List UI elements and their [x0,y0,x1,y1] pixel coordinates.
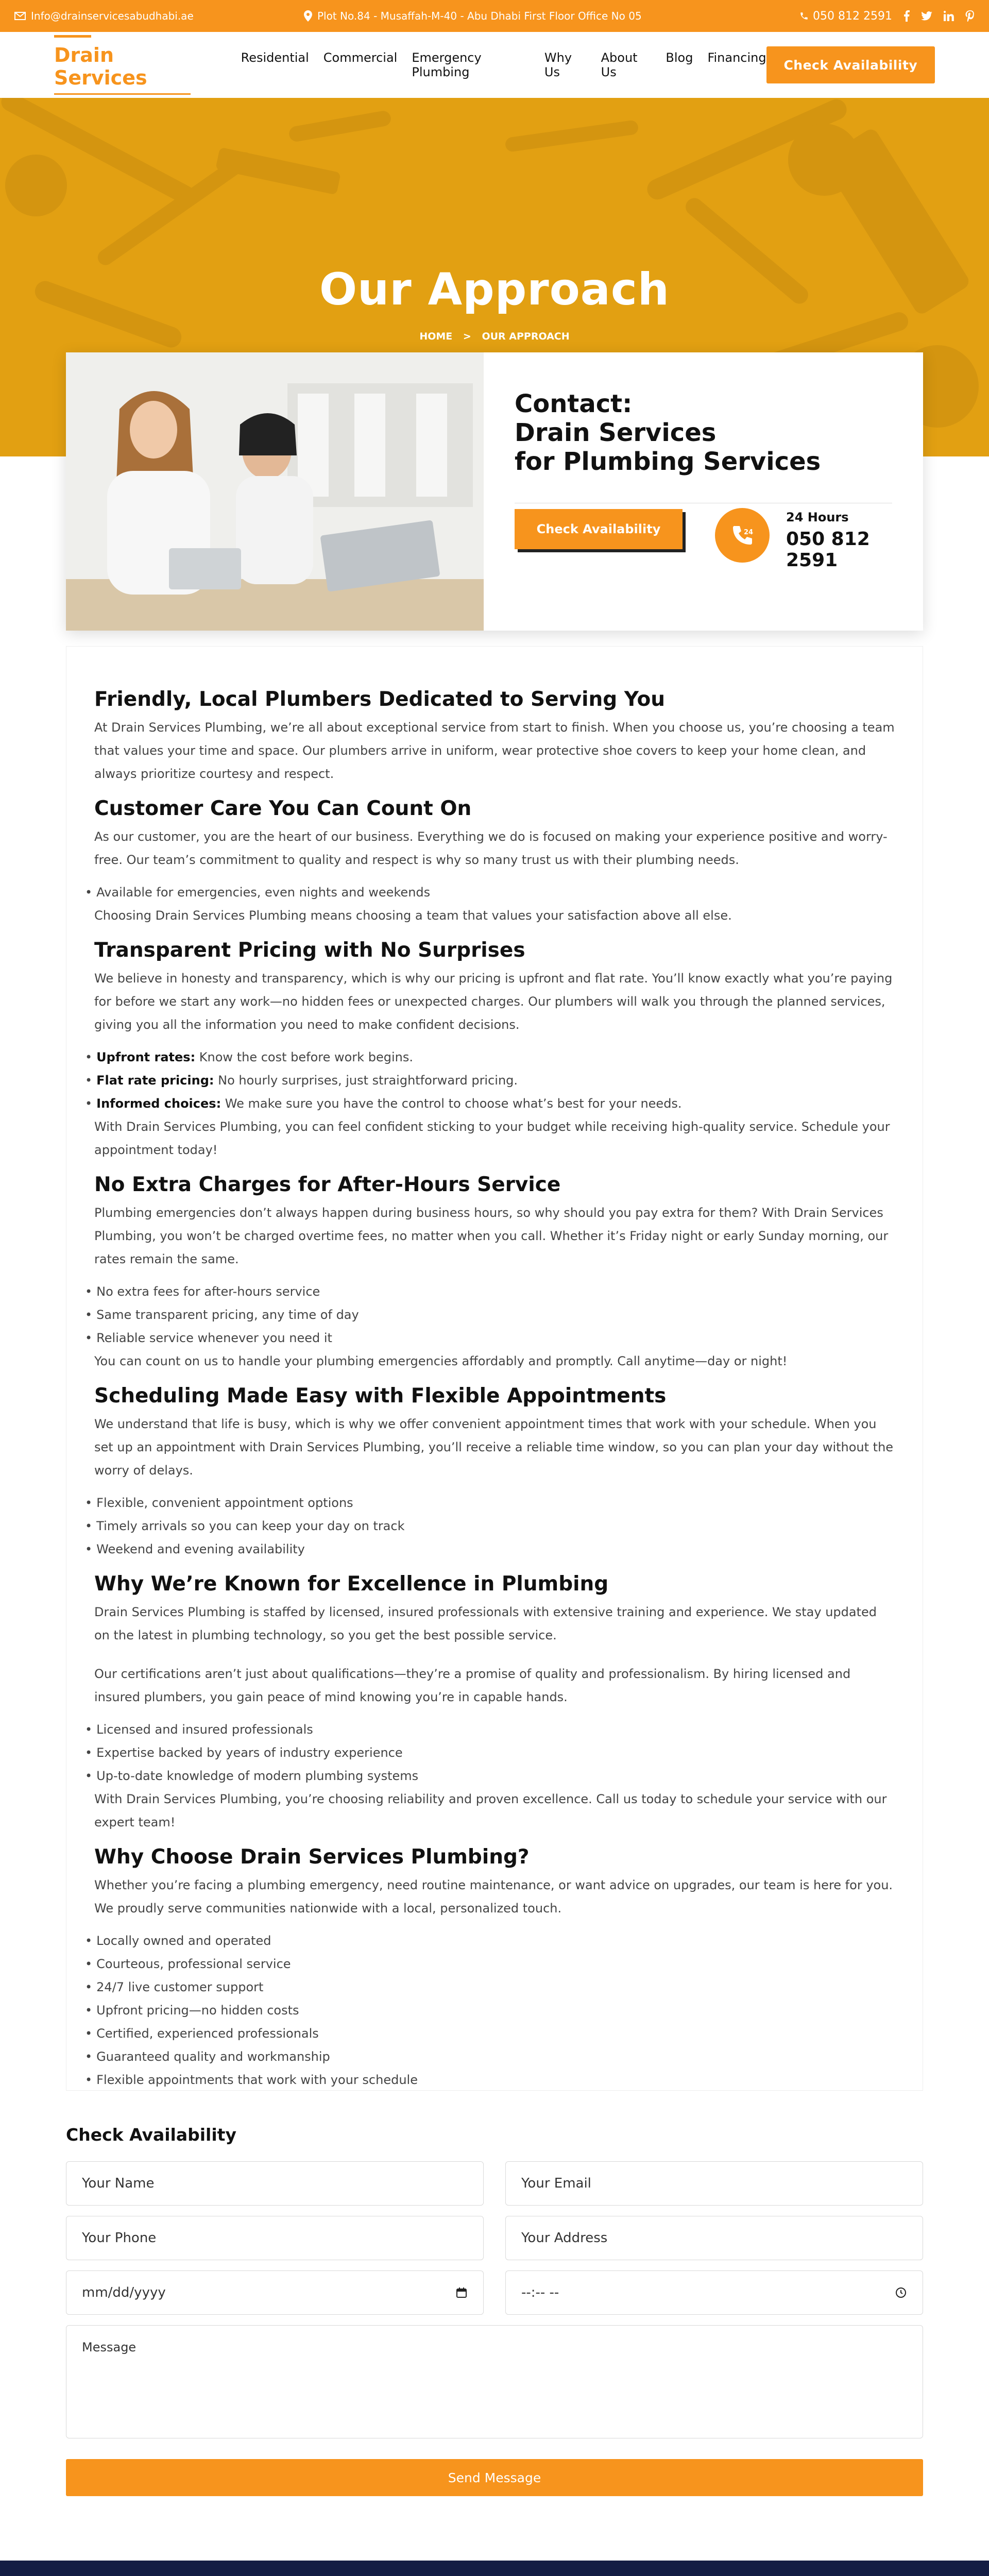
logo-bar [54,35,91,38]
bullet-list [94,1718,895,1788]
section-paragraph: Our certifications aren’t just about qualifications—they’re a promise of quality and professionalism. By hiring licensed and insured plumbers, you gain peace of mind knowing you’re in capable hands. [94,1667,851,1704]
date-input[interactable] [66,2270,484,2315]
pinterest-icon[interactable] [965,10,975,22]
contact-card [66,352,923,631]
section-transparent-pricing [94,939,895,1162]
topbar-address [304,0,642,32]
name-input[interactable] [66,2161,484,2206]
address-placeholder: Your Address [521,2230,608,2246]
hours-phone[interactable]: 050 812 2591 [786,529,870,571]
clock-icon[interactable] [895,2286,907,2299]
bullet-list [94,1929,895,2092]
card-check-availability-button[interactable]: Check Availability [515,509,683,549]
list-item [94,1069,895,1092]
section-paragraph: Whether you’re facing a plumbing emergency, need routine maintenance, or want advice on upgrades, our team is here for you. We proudly serve communities nationwide with a local, personalized touch. [94,1878,893,1916]
list-item: • 24/7 live customer support [94,1976,895,1999]
section-title: Scheduling Made Easy with Flexible Appointments [94,1384,667,1408]
phone-icon [799,11,809,21]
section-paragraph: Choosing Drain Services Plumbing means choosing a team that values your satisfaction above all else. [94,908,732,923]
list-item-text: Know the cost before work begins. [195,1050,413,1064]
topbar-phone-text: 050 812 2591 [813,9,892,23]
list-item: • Flexible, convenient appointment options [94,1492,895,1515]
section-why-choose [94,1845,895,2092]
mail-icon [14,12,26,20]
svg-text:24: 24 [744,529,754,536]
email-input[interactable] [505,2161,923,2206]
list-item: • Upfront pricing—no hidden costs [94,1999,895,2022]
list-item: • Weekend and evening availability [94,1538,895,1561]
topbar-address-text: Plot No.84 - Musaffah-M-40 - Abu Dhabi First Floor Office No 05 [317,10,642,22]
email-placeholder: Your Email [521,2176,591,2191]
send-message-button[interactable]: Send Message [66,2459,923,2496]
message-placeholder: Message [82,2340,137,2354]
contact-heading [515,389,892,476]
breadcrumb-home[interactable]: HOME [419,331,453,342]
nav-links [241,50,766,79]
list-item: • Locally owned and operated [94,1929,895,1953]
nav-blog[interactable]: Blog [666,50,693,65]
hours-label: 24 Hours [786,510,849,524]
calendar-icon[interactable] [455,2286,468,2299]
section-excellence [94,1572,895,1834]
list-item: • Certified, experienced professionals [94,2022,895,2045]
breadcrumb-separator: > [463,331,471,342]
main-nav [0,32,989,98]
top-bar [0,0,989,32]
list-item-bold: Informed choices: [96,1096,221,1111]
section-title: Customer Care You Can Count On [94,797,472,820]
contact-heading-line2: Drain Services [515,418,717,447]
date-placeholder: mm/dd/yyyy [82,2285,166,2300]
list-item-bold: Flat rate pricing: [96,1073,214,1088]
breadcrumb [0,331,989,342]
bullet-list [94,881,895,904]
list-item: • Up-to-date knowledge of modern plumbing systems [94,1765,895,1788]
list-item [94,1092,895,1115]
list-item: • Timely arrivals so you can keep your day on track [94,1515,895,1538]
message-textarea[interactable] [66,2325,923,2438]
name-placeholder: Your Name [82,2176,155,2191]
nav-financing[interactable]: Financing [707,50,766,65]
section-friendly-plumbers [94,688,895,786]
list-item-text: No hourly surprises, just straightforward pricing. [214,1073,518,1088]
topbar-email[interactable] [14,10,194,22]
nav-why-us[interactable]: Why Us [544,50,572,79]
hours-block [786,510,923,571]
bullet-list [94,1492,895,1561]
section-customer-care [94,797,895,927]
topbar-email-text: Info@drainservicesabudhabi.ae [31,10,194,22]
phone-input[interactable] [66,2216,484,2260]
contact-heading-line1: Contact: [515,389,633,418]
site-footer [0,2561,989,2576]
list-item: • Flexible appointments that work with your schedule [94,2069,895,2092]
list-item: • Same transparent pricing, any time of day [94,1303,895,1327]
section-title: No Extra Charges for After-Hours Service [94,1173,561,1196]
list-item: • Available for emergencies, even nights and weekends [94,881,895,904]
phone-24-icon [728,521,757,550]
list-item: • No extra fees for after-hours service [94,1280,895,1303]
list-item: • Licensed and insured professionals [94,1718,895,1741]
address-input[interactable] [505,2216,923,2260]
list-item [94,1046,895,1069]
list-item: • Guaranteed quality and workmanship [94,2045,895,2069]
topbar-phone[interactable] [799,10,892,23]
bullet-list [94,1046,895,1115]
availability-form [66,2125,923,2496]
logo-text: Drain Services [54,44,147,89]
nav-emergency-plumbing[interactable]: Emergency Plumbing [412,50,482,79]
list-item-bold: Upfront rates: [96,1050,196,1064]
form-title: Check Availability [66,2125,236,2145]
support-agents-photo [66,352,484,631]
section-paragraph: We believe in honesty and transparency, which is why our pricing is upfront and flat rate. You’ll know exactly what you’re paying for before we start any work—no hidden fees or unexpected charges. Our plumbers will walk you through the planned services, giving you all the information you need to make confident decisions. [94,971,893,1032]
section-paragraph: You can count on us to handle your plumbing emergencies affordably and promptly. Call anytime—day or night! [94,1354,788,1368]
bullet-list [94,1280,895,1350]
contact-info [484,352,923,631]
time-input[interactable] [505,2270,923,2315]
section-title: Transparent Pricing with No Surprises [94,939,525,962]
nav-commercial[interactable]: Commercial [323,50,398,65]
section-paragraph: We understand that life is busy, which is why we offer convenient appointment times that work with your schedule. When you set up an appointment with Drain Services Plumbing, you’ll receive a reliable time window, so you can plan your day without the worry of delays. [94,1417,894,1478]
section-after-hours [94,1173,895,1373]
time-placeholder: --:-- -- [521,2285,559,2300]
section-title: Why Choose Drain Services Plumbing? [94,1845,530,1869]
nav-residential[interactable]: Residential [241,50,309,65]
article-content [66,646,923,2091]
breadcrumb-current: OUR APPROACH [482,331,570,342]
logo-underline [54,93,191,95]
section-title: Why We’re Known for Excellence in Plumbing [94,1572,609,1596]
facebook-icon[interactable] [903,10,910,22]
section-paragraph: With Drain Services Plumbing, you’re choosing reliability and proven excellence. Call us today to schedule your service with our expert team! [94,1792,887,1829]
section-paragraph: With Drain Services Plumbing, you can feel confident sticking to your budget while receiving high-quality service. Schedule your appointment today! [94,1120,890,1157]
section-title: Friendly, Local Plumbers Dedicated to Serving You [94,688,665,711]
section-scheduling [94,1384,895,1561]
list-item: • Reliable service whenever you need it [94,1327,895,1350]
site-logo[interactable] [54,35,207,95]
page-title: Our Approach [319,264,670,315]
section-paragraph: Plumbing emergencies don’t always happen during business hours, so why should you pay extra for them? With Drain Services Plumbing, you won’t be charged overtime fees, no matter when you call. Whether it’s Friday night or early Sunday morning, our rates remain the same. [94,1206,889,1266]
contact-heading-line3: for Plumbing Services [515,447,821,476]
phone-placeholder: Your Phone [82,2230,157,2246]
linkedin-icon[interactable] [944,11,954,21]
check-availability-button[interactable]: Check Availability [766,46,935,83]
list-item: • Expertise backed by years of industry experience [94,1741,895,1765]
call-badge [715,508,770,563]
nav-about-us[interactable]: About Us [601,50,638,79]
section-paragraph: Drain Services Plumbing is staffed by licensed, insured professionals with extensive training and experience. We stay updated on the latest in plumbing technology, so you get the best possible service. [94,1605,877,1642]
location-pin-icon [304,10,312,22]
list-item-text: We make sure you have the control to choose what’s best for your needs. [221,1096,682,1111]
section-paragraph: At Drain Services Plumbing, we’re all about exceptional service from start to finish. When you choose us, you’re choosing a team that values your time and space. Our plumbers arrive in uniform, wear protective shoe covers to keep your home clean, and always prioritize courtesy and respect. [94,720,895,781]
section-paragraph: As our customer, you are the heart of our business. Everything we do is focused on making your experience positive and worry-free. Our team’s commitment to quality and respect is why so many trust us with their plumbing needs. [94,829,888,867]
list-item: • Courteous, professional service [94,1953,895,1976]
twitter-icon[interactable] [921,11,932,21]
